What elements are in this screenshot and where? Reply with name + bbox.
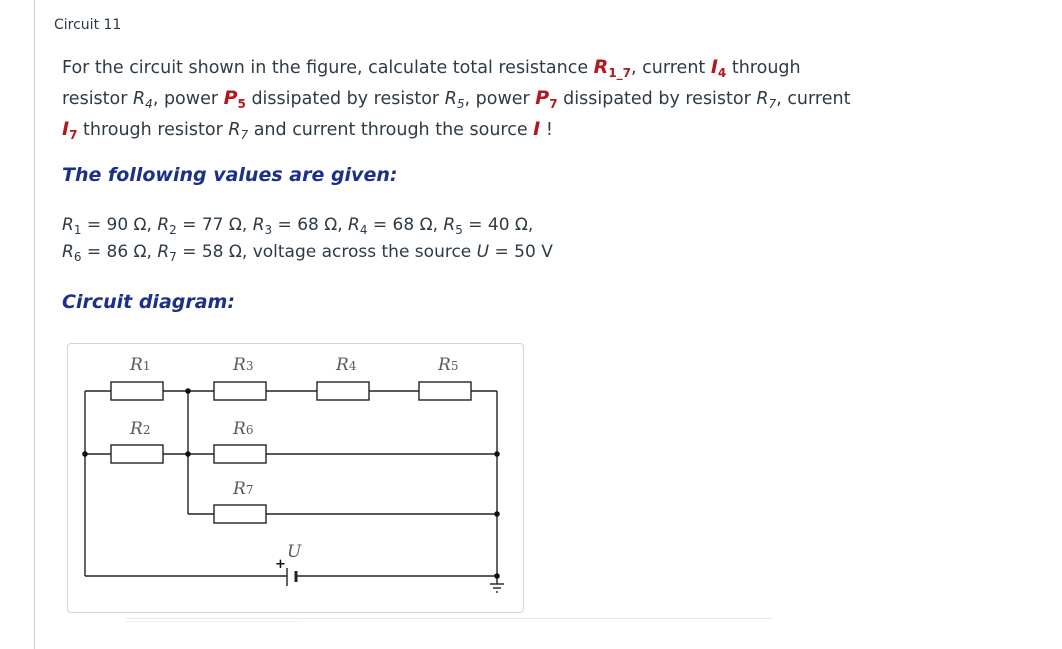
symbol-i4: $I_4$ — [710, 56, 727, 80]
label-r6: R6 — [233, 419, 254, 439]
text: , power — [152, 89, 224, 109]
plus-sign: + — [275, 557, 286, 572]
circuit-svg — [68, 344, 523, 612]
diagram-heading: Circuit diagram: — [62, 291, 235, 313]
given-r2: $R_2 = 77$ Ω, — [157, 215, 253, 237]
resistor-r5 — [419, 382, 471, 400]
symbol-i7: $I_7$ — [62, 118, 78, 142]
text: through resistor — [62, 58, 801, 109]
divider — [126, 621, 302, 622]
resistor-r4 — [317, 382, 369, 400]
symbol-i: I — [533, 118, 541, 140]
label-r3: R3 — [233, 355, 254, 375]
circuit-labels — [129, 355, 458, 562]
given-line-2 — [62, 239, 553, 266]
divider — [126, 618, 772, 619]
symbol-p5: $P_5$ — [223, 87, 246, 111]
symbol-r7: $R_7$ — [228, 120, 249, 142]
given-voltage: voltage across the source U = 50 V — [252, 242, 553, 262]
label-r7: R7 — [233, 479, 254, 499]
question-title: Circuit 11 — [54, 17, 122, 33]
given-heading: The following values are given: — [62, 164, 398, 186]
resistor-r1 — [111, 382, 163, 400]
text: , power — [464, 89, 536, 109]
text: For the circuit shown in the figure, calculate total resistance — [62, 58, 594, 78]
text: and current through the source — [248, 120, 534, 140]
symbol-r7: $R_7$ — [756, 89, 777, 111]
label-r1: R1 — [130, 355, 151, 375]
circuit-diagram — [67, 343, 524, 613]
label-r5: R5 — [438, 355, 459, 375]
given-r5: $R_5 = 40$ Ω, — [443, 215, 534, 237]
text: through resistor — [77, 120, 229, 140]
resistor-r6 — [214, 445, 266, 463]
resistor-r2 — [111, 445, 163, 463]
resistors — [111, 382, 471, 523]
label-r2: R2 — [130, 419, 151, 439]
given-values — [62, 212, 553, 266]
resistor-r3 — [214, 382, 266, 400]
text: dissipated by resistor — [245, 89, 445, 109]
given-r7: $R_7 = 58$ Ω, — [157, 242, 253, 264]
text: dissipated by resistor — [557, 89, 757, 109]
given-r4: $R_4 = 68$ Ω, — [348, 215, 444, 237]
text: ! — [540, 120, 553, 140]
symbol-r5: $R_5$ — [444, 89, 465, 111]
problem-statement — [62, 52, 862, 145]
label-u: U — [287, 542, 302, 562]
ground-icon — [490, 584, 504, 592]
left-border — [34, 0, 35, 649]
text: , current — [776, 89, 851, 109]
given-line-1 — [62, 212, 553, 239]
given-r3: $R_3 = 68$ Ω, — [252, 215, 349, 237]
resistor-r7 — [214, 505, 266, 523]
text: , current — [631, 58, 711, 78]
given-r1: $R_1 = 90$ Ω, — [62, 215, 158, 237]
symbol-r1-7: $R_{1\_7}$ — [593, 56, 632, 80]
label-r4: R4 — [336, 355, 357, 375]
symbol-r4: $R_4$ — [133, 89, 153, 111]
given-r6: $R_6 = 86$ Ω, — [62, 242, 158, 264]
symbol-p7: $P_7$ — [535, 87, 558, 111]
